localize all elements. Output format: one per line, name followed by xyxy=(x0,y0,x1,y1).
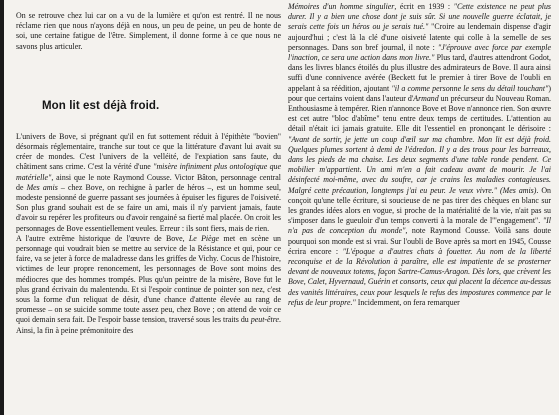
text-run: , note Raymond Cousse. Voilà sans doute pourquoi son monde est si vrai. Sur l'oubli de Bove après sa mort en 1945, Cousse écrira encore : xyxy=(288,226,551,256)
emphasis-run: "il a comme personne le sens du détail touchant" xyxy=(391,83,549,93)
body-paragraph-2 xyxy=(16,234,281,336)
emphasis-run: Mémoires d'un homme singulier xyxy=(288,2,395,11)
intro-paragraph: On se retrouve chez lui car on a vu de la lumière et qu'on est rentré. Il ne nous réclame rien que nous n'ayons déjà en nous, un peu de peine, un peu de honte de soi, une certaine fatigue de l'être. Simplement, il donne forme à ce que nous ne savons plus articuler. xyxy=(16,11,281,51)
emphasis-run: "Avant de sortir, je jette un coup d'œil sur ma chambre. Mon lit est déjà froid. Quelques plumes sortent à demi de l'édredon. Il y a des trous pour les barreaux, dans les pieds de ma chaise. Les deux segments d'une table ronde pendent. Ce mobilier m'appartient. Un ami m'en a fait cadeau avant de mourir. Je l'ai désinfecté moi-même, avec du soufre, car je crains les maladies contagieuses. Malgré cette précaution, longtemps j'ai eu peur. Je veux vivre." (Mes amis) xyxy=(288,134,551,195)
text-run: Incidemment, on fera remarquer xyxy=(355,297,460,307)
emphasis-run: "L'époque a d'autres chats à fouetter. Au nom de la liberté reconquise et de la Révolution à paraître, elle est impatiente de se prosterner devant de nouveaux totems, façon Sartre-Camus-Aragon. Dès lors, que crèvent les Bove, Calet, Hyvernaud, Guérin et consorts, ceux qui placent la décence au-dessus des vanités littéraires, ceux pour lesquels le refus des impostures commence par le refus de leur propre." xyxy=(288,246,551,307)
text-run: ) pour que certains voient dans l'auteur d' xyxy=(288,83,551,103)
text-run: , ainsi que le note Raymond Cousse. Victor Bâton, personnage central de xyxy=(16,172,281,192)
emphasis-run: peut-être xyxy=(250,315,280,325)
body-paragraph-3 xyxy=(288,2,551,308)
text-run: A l'autre extrême historique de l'œuvre de Bove, xyxy=(16,233,189,243)
text-run: . On conçoit qu'une telle écriture, si soucieuse de ne pas tirer des chèques en blanc sur les grandes idées alors en vogue, si proche de la matérialité de la vie, n'ait pas su s'imposer dans le gueuloir d'un temps converti à la morale de l'"engagement". xyxy=(288,185,552,226)
emphasis-run: "misère infiniment plus ontologique que matérielle" xyxy=(16,162,281,182)
section-heading: Mon lit est déjà froid. xyxy=(42,99,160,112)
emphasis-run: Le Piège xyxy=(188,233,220,243)
text-run: "Croire au lendemain dispense d'agir aujourd'hui ; c'est là la clé d'une oisiveté latente qui colle à la semelle de ses personnages. Dans son bref journal, il note : xyxy=(288,22,552,52)
right-column xyxy=(288,0,551,308)
text-run: un précurseur du Nouveau Roman. Enthousiasme à tempérer. Rien n'annonce Bove et Bove n'annonce rien. Son œuvre est cet autre "bloc d'abîme" tenu entre deux temps de certitudes. L'attention au détail n'était ici jamais gratuite. Elle dit l'essentiel en prononçant le dérisoire : xyxy=(288,93,551,134)
text-run: – chez Bove, on rechigne à parler de héros –, est un homme seul, modeste pensionné de guerre passant ses journées à épuiser les figures de l'oisiveté. Son plus grand souhait est de se faire un ami, mais il n'y parvient jamais, faute d'avoir su repérer les profiteurs ou d'avoir rengainé sa fierté mal placée. On croit les personnages de Bove essentiellement veules. Erreur : ils sont fiers, mais de rien. xyxy=(16,182,281,233)
page-edge-bar xyxy=(0,0,4,415)
text-run: L'univers de Bove, si prégnant qu'il en fut sottement réduit à l'épithète "bovien" désormais réglementaire, tranche sur tout ce que la littérature d'avant lui avait su créer de mondes. C'est l'univers de la velléité, de l'expiation sans faute, du châtiment sans crime. C'est la vérité d'une xyxy=(16,131,281,172)
emphasis-run: Mes amis xyxy=(26,182,58,192)
text-run: , écrit en 1939 : xyxy=(394,2,454,11)
text-run: met en scène un personnage qui voudrait bien se mettre au service de la Résistance et qui, pour ce faire, va se jeter à force de maladresse dans les griffes de Vichy. Cocus de l'histoire, victimes de leur propre renoncement, les personnages de Bove sont moins des médiocres que des hommes trompés. Plus qu'un peintre de la misère, Bove fut le plus grand écrivain du malentendu. Et si l'espoir continue de pointer son nez, c'est sous la forme d'un reliquat de désir, d'une chance d'attente élevée au rang de promesse – on se suicide somme toute assez peu, chez Bove ; on attend de voir ce quoi demain sera fait. De l'espoir basse tension, traversé sous les traits du xyxy=(16,233,281,325)
emphasis-run: "Cette existence ne peut plus durer. Il y a bien une chose dont je suis sûr. Si une nouvelle guerre éclatait, je serais cette fois un héros ou je serais tué." xyxy=(288,2,551,32)
emphasis-run: "Il n'a pas de conception du monde" xyxy=(288,216,551,236)
left-column xyxy=(16,0,281,336)
emphasis-run: "J'éprouve avec force par exemple l'inaction, ce sera une action dans mon livre." xyxy=(288,42,551,63)
text-run: . Ainsi, la fin à peine prémonitoire des xyxy=(16,315,281,335)
body-paragraph-1 xyxy=(16,132,281,234)
emphasis-run: Armand xyxy=(413,93,439,103)
text-run: Plus tard, d'autres attendront Godot, dans les livres blancs étoilés du plus illustre des admirateurs de Bove. Il aura ainsi suffi d'une connivence avérée (Beckett fut le premier à tirer Bove de l'oubli en appelant à sa réédition, ajoutant xyxy=(288,53,551,93)
